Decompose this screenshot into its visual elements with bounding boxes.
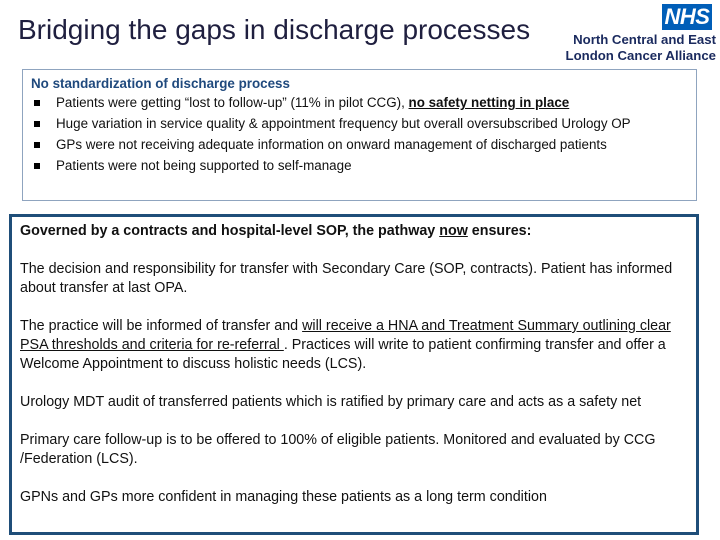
pathway-heading-post: ensures: (467, 223, 532, 239)
pathway-box (9, 214, 699, 535)
nhs-alliance-logo (566, 4, 716, 68)
issue-text: Patients were not being supported to self-manage (56, 158, 352, 173)
alliance-name-line-2: London Cancer Alliance (565, 48, 716, 63)
issues-box (22, 69, 697, 201)
bullet-square-icon (34, 121, 40, 127)
issue-item (31, 158, 688, 174)
pathway-point-2-post: . Practices will write to patient confirming transfer and offer a Welcome Appointment to discuss holistic needs (LCS). (20, 337, 666, 372)
issue-text: Huge variation in service quality & appointment frequency but overall oversubscribed Urology OP (56, 116, 631, 131)
bullet-square-icon (34, 100, 40, 106)
issues-list (31, 95, 688, 174)
issue-text: Patients were getting “lost to follow-up” (11% in pilot CCG), (56, 95, 409, 110)
issues-heading: No standardization of discharge process (31, 76, 290, 91)
issue-item (31, 137, 688, 153)
pathway-heading-pre: Governed by a contracts and hospital-level SOP, the pathway (20, 223, 440, 239)
pathway-point-1: The decision and responsibility for transfer with Secondary Care (SOP, contracts). Patient has informed about transfer at last OPA. (20, 261, 673, 296)
slide-title: Bridging the gaps in discharge processes (18, 14, 531, 45)
pathway-point-5: GPNs and GPs more confident in managing these patients as a long term condition (20, 489, 547, 505)
nhs-badge: NHS (662, 4, 712, 30)
bullet-square-icon (34, 142, 40, 148)
alliance-name (566, 32, 716, 64)
pathway-heading-now: now (439, 223, 468, 239)
issue-item (31, 95, 688, 111)
issue-text: GPs were not receiving adequate information on onward management of discharged patients (56, 137, 607, 152)
pathway-heading (20, 222, 688, 241)
issue-emphasis: no safety netting in place (408, 95, 570, 110)
pathway-point-2 (20, 317, 688, 374)
pathway-point-4: Primary care follow-up is to be offered to 100% of eligible patients. Monitored and evaluated by CCG /Federation (LCS). (20, 432, 656, 467)
pathway-point-3: Urology MDT audit of transferred patients which is ratified by primary care and acts as a safety net (20, 394, 642, 410)
pathway-point-2-pre: The practice will be informed of transfer and (20, 318, 303, 334)
alliance-name-line-1: North Central and East (573, 32, 716, 47)
issue-item (31, 116, 688, 132)
bullet-square-icon (34, 163, 40, 169)
pathway-point-2-underlined: will receive a HNA and Treatment Summary outlining clear PSA thresholds and criteria for re-referral (20, 318, 671, 353)
